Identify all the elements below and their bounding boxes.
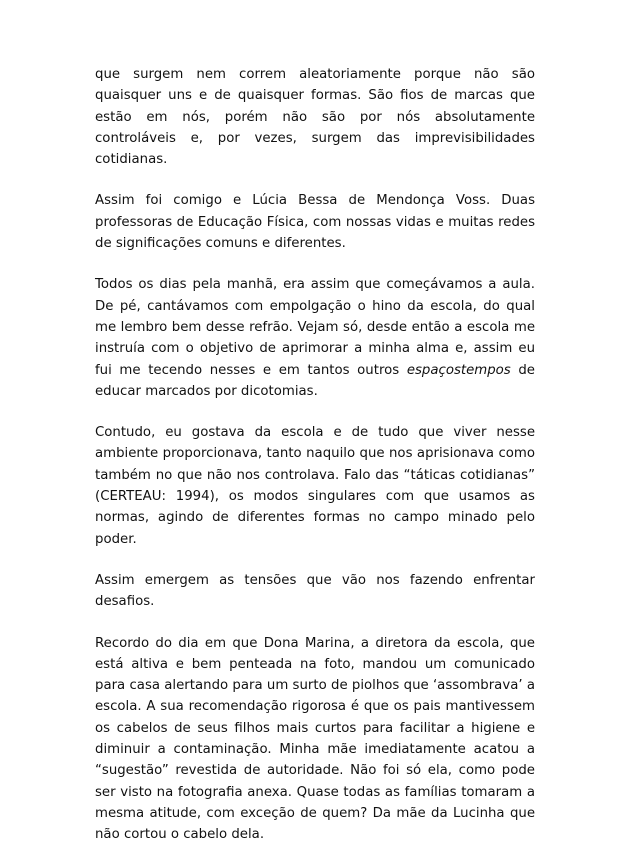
paragraph-5: Assim emergem as tensões que vão nos fazendo enfrentar desafios. — [95, 572, 535, 610]
paragraph-2: Assim foi comigo e Lúcia Bessa de Mendonça Voss. Duas professoras de Educação Física, com nossas vidas e muitas redes de significações comuns e diferentes. — [95, 193, 535, 252]
paragraph-3-text-start: Todos os dias pela manhã, era assim que começávamos a aula. De pé, cantávamos com empolgação o hino da escola, do qual me lembro bem desse refrão. Vejam só, desde então a escola me instruía com o objetivo de aprimorar a minha alma e, assim eu fui me tecendo nesses e em tantos outros — [95, 277, 535, 378]
paragraph-4: Contudo, eu gostava da escola e de tudo que viver nesse ambiente proporcionava, tanto naquilo que nos aprisionava como também no que não nos controlava. Falo das “táticas cotidianas” (CERTEAU: 1994), os modos singulares com que usamos as normas, agindo de diferentes formas no campo minado pelo poder. — [95, 425, 535, 547]
paragraph-3-emphasis: espaçostempos — [406, 362, 511, 378]
paragraph-6: Recordo do dia em que Dona Marina, a diretora da escola, que está altiva e bem penteada na foto, mandou um comunicado para casa alertando para um surto de piolhos que ‘assombrava’ a escola. A sua recomendação rigorosa é que os pais mantivessem os cabelos de seus filhos mais curtos para facilitar a higiene e diminuir a contaminação. Minha mãe imediatamente acatou a “sugestão” revestida de autoridade. Não foi só ela, como pode ser visto na fotografia anexa. Quase todas as famílias tomaram a mesma atitude, com exceção de quem? Da mãe da Lucinha que não cortou o cabelo dela. — [95, 635, 535, 843]
paragraph-1: que surgem nem correm aleatoriamente porque não são quaisquer uns e de quaisquer formas. São fios de marcas que estão em nós, porém não são por nós absolutamente controláveis e, por vezes, surgem das imprevisibilidades cotidianas. — [95, 67, 535, 168]
paragraph-3 — [95, 274, 535, 402]
paragraph-3-text-end: de educar marcados por dicotomias. — [95, 362, 535, 399]
